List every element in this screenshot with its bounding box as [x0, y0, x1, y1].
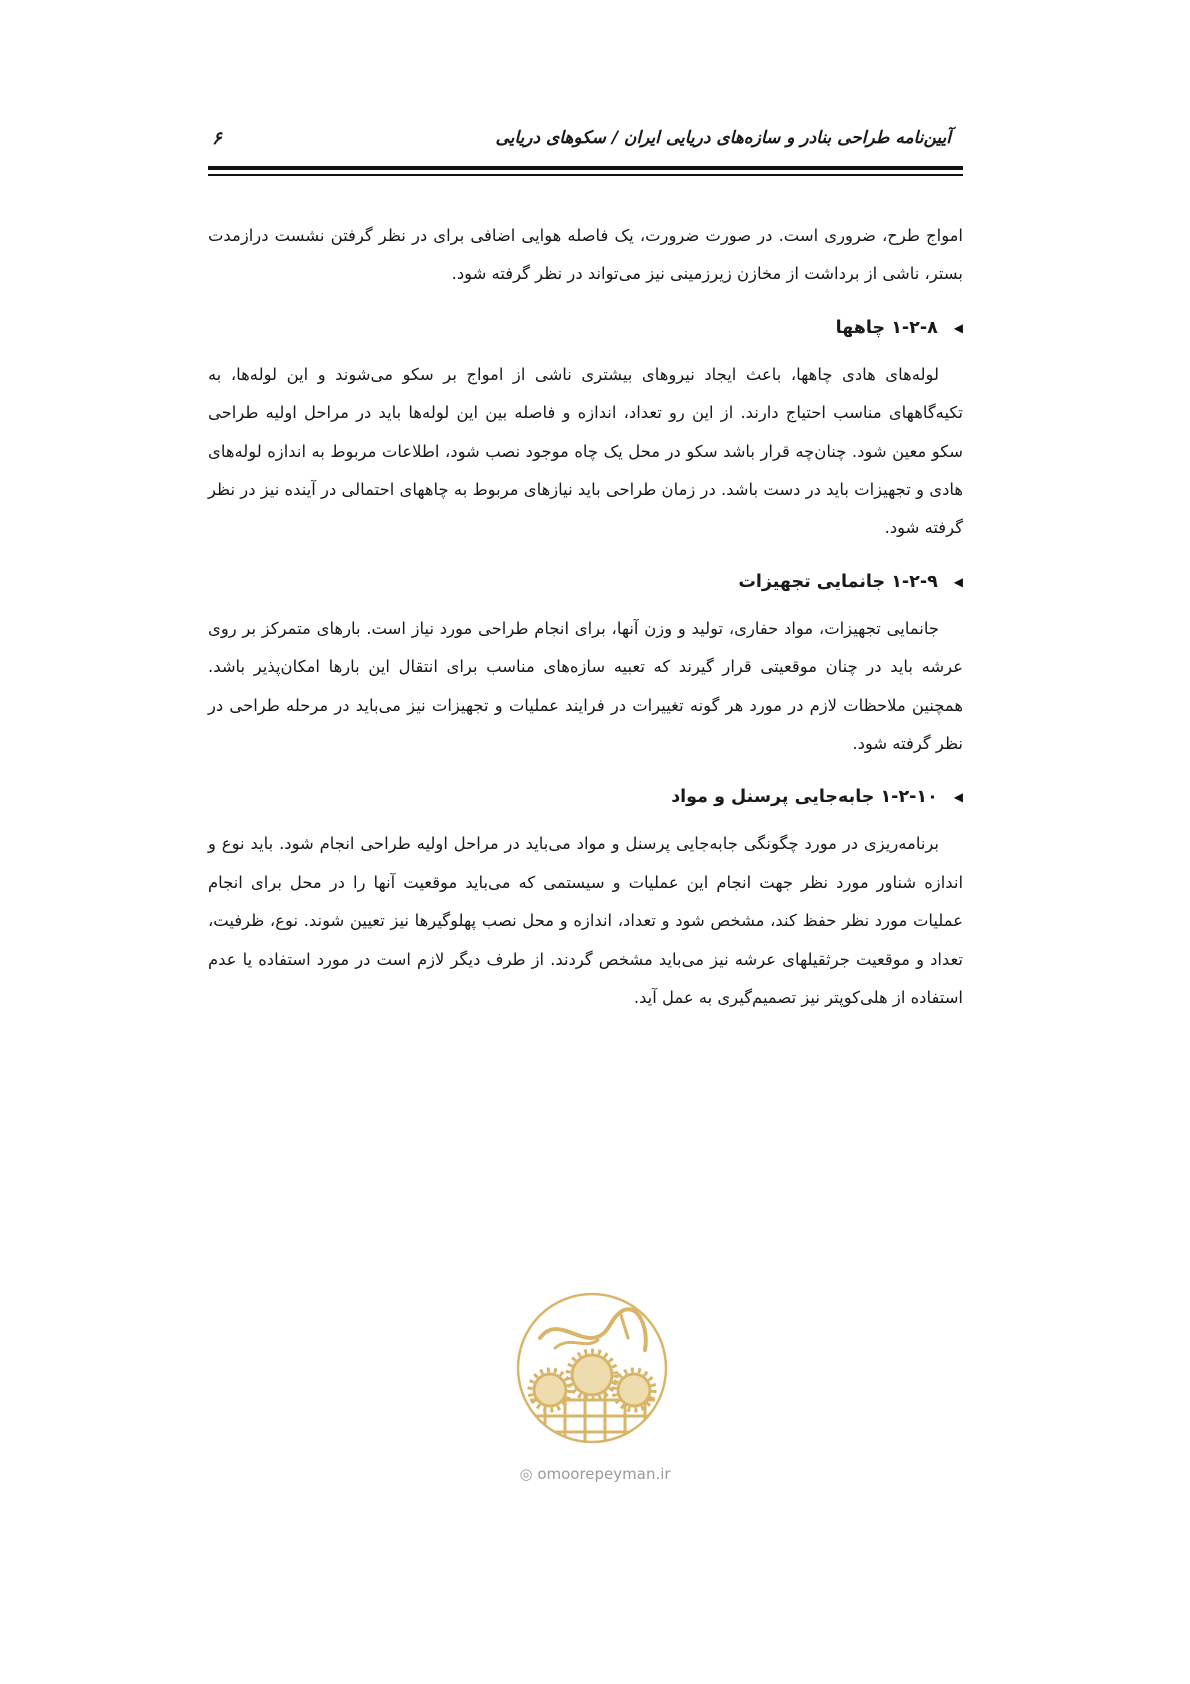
instagram-icon: ◎	[519, 1465, 533, 1483]
triangle-bullet-icon: ◀	[953, 574, 963, 589]
page-header	[208, 128, 963, 168]
page-number: ۶	[212, 128, 222, 149]
section-heading-text: ۱-۲-۹ جانمایی تجهیزات	[738, 571, 938, 592]
watermark-logo	[500, 1290, 685, 1450]
section-paragraph: برنامه‌ریزی در مورد چگونگی جابه‌جایی پرسنل و مواد می‌باید در مراحل اولیه طراحی انجام شود. باید نوع و اندازه شناور مورد نظر جهت انجام این عملیات و سیستمی که می‌باید موقعیت آنها را در محل برای انجام عملیات مورد نظر حفظ کند، مشخص شود و تعداد، اندازه و محل نصب پهلوگیرها نیز تعیین شوند. نوع، ظرفیت، تعداد و موقعیت جرثقیلهای عرشه نیز می‌باید مشخص گردند. از طرف دیگر لازم است در مورد استفاده یا عدم استفاده از هلی‌کوپتر نیز تصمیم‌گیری به عمل آید.	[208, 834, 963, 1008]
section-heading-text: ۱-۲-۸ چاهها	[835, 317, 938, 338]
triangle-bullet-icon: ◀	[953, 790, 963, 805]
section-heading-personnel-transfer	[208, 781, 963, 813]
document-body	[208, 217, 963, 1018]
running-title: آیین‌نامه طراحی بنادر و سازه‌های دریایی ایران / سکوهای دریایی	[495, 128, 951, 148]
section-paragraph: لوله‌های هادی چاهها، باعث ایجاد نیروهای بیشتری ناشی از امواج بر سکو می‌شوند و این لوله‌ها، به تکیه‌گاههای مناسب احتیاج دارند. از این رو تعداد، اندازه و فاصله بین این لوله‌ها باید در مراحل اولیه طراحی سکو معین شود. چنان‌چه قرار باشد سکو در محل یک چاه موجود نصب شود، اطلاعات مربوط به اندازه لوله‌های هادی و تجهیزات باید در دست باشد. در زمان طراحی باید نیازهای مربوط به چاههای احتمالی در آینده نیز در نظر گرفته شود.	[208, 364, 963, 538]
watermark-url-text: omoorepeyman.ir	[537, 1465, 671, 1483]
header-rule-thick	[208, 166, 963, 170]
section-paragraph: جانمایی تجهیزات، مواد حفاری، تولید و وزن آنها، برای انجام طراحی مورد نیاز است. بارهای متمرکز بر روی عرشه باید در چنان موقعیتی قرار گیرند که تعبیه سازه‌های مناسب برای انتقال این بارها امکان‌پذیر باشد. همچنین ملاحظات لازم در مورد هر گونه تغییرات در فرایند عملیات و تجهیزات نیز می‌باید در مرحله طراحی در نظر گرفته شود.	[208, 618, 963, 754]
section-heading-wells	[208, 312, 963, 344]
triangle-bullet-icon: ◀	[953, 320, 963, 335]
section-heading-equipment-layout	[208, 566, 963, 598]
watermark-url	[505, 1465, 685, 1483]
intro-paragraph: امواج طرح، ضروری است. در صورت ضرورت، یک فاصله هوایی اضافی برای در نظر گرفتن نشست درازمدت بستر، ناشی از برداشت از مخازن زیرزمینی نیز می‌تواند در نظر گرفته شود.	[208, 226, 963, 284]
section-heading-text: ۱-۲-۱۰ جابه‌جایی پرسنل و مواد	[671, 787, 938, 808]
header-rule-thin	[208, 174, 963, 176]
